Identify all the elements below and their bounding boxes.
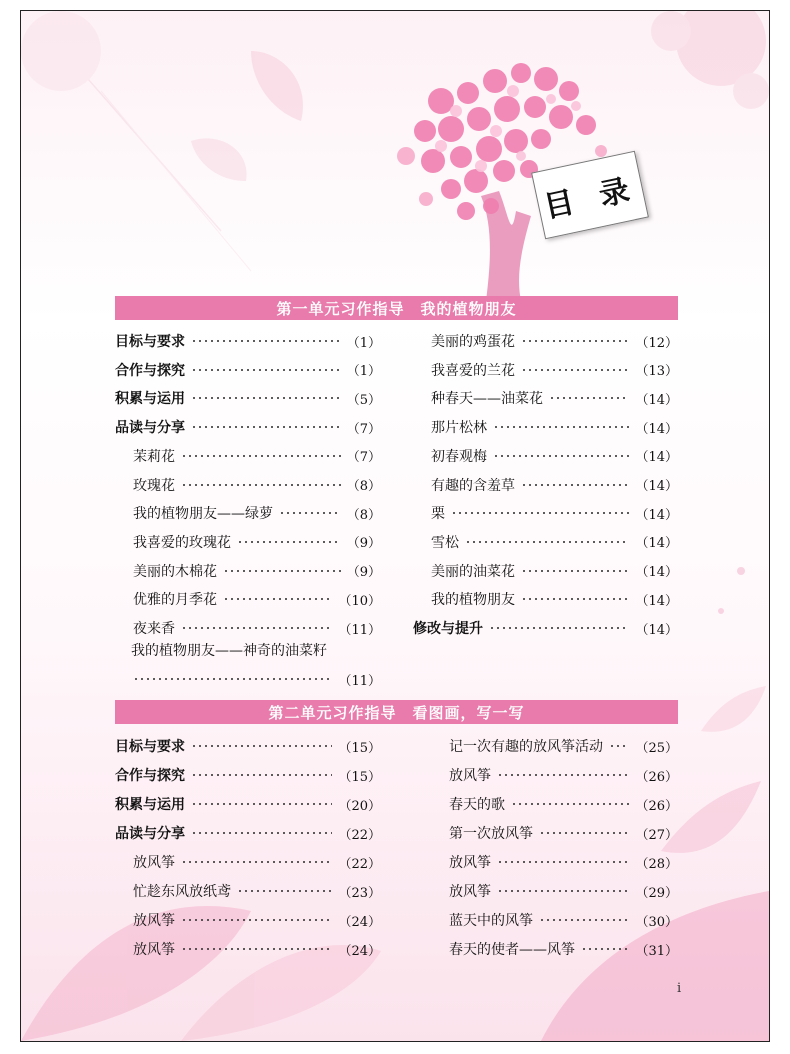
toc-entry[interactable] <box>449 909 678 931</box>
toc-entry[interactable] <box>133 445 381 467</box>
page-title: 目 录 <box>540 171 641 226</box>
toc-entry-label: 我的植物朋友——绿萝 <box>133 506 273 523</box>
toc-entry[interactable] <box>133 560 381 582</box>
toc-entry-page: （1） <box>346 364 381 380</box>
toc-entry <box>131 639 371 661</box>
toc-entry-page: （14） <box>635 565 678 581</box>
toc-entry-page: （26） <box>635 798 678 814</box>
toc-section-heading[interactable] <box>115 822 381 844</box>
toc-entry-label: 春天的歌 <box>449 797 505 813</box>
toc-section-heading[interactable] <box>115 359 381 381</box>
toc-entry-label: 夜来香 <box>133 621 175 637</box>
toc-entry-continuation <box>133 668 381 690</box>
toc-entry-page: （11） <box>338 622 381 638</box>
toc-entry[interactable] <box>449 735 678 757</box>
page-frame <box>20 10 770 1042</box>
toc-entry-label: 忙趁东风放纸鸢 <box>133 884 231 900</box>
toc-entry-page: （5） <box>346 392 381 408</box>
leader-dots <box>521 570 629 572</box>
toc-entry[interactable] <box>133 880 381 902</box>
toc-entry-label: 合作与探究 <box>115 362 185 379</box>
toc-entry-label: 优雅的月季花 <box>133 592 217 609</box>
leader-dots <box>237 890 332 892</box>
toc-entry-label: 美丽的木棉花 <box>133 563 217 580</box>
leader-dots <box>237 541 341 543</box>
toc-entry[interactable] <box>133 938 381 960</box>
toc-entry-page: （31） <box>635 943 678 959</box>
toc-entry-label: 雪松 <box>431 534 459 551</box>
toc-entry-page: （14） <box>635 593 678 609</box>
toc-entry-page: （13） <box>635 364 678 380</box>
leader-dots <box>497 774 629 776</box>
toc-section-heading[interactable] <box>115 764 381 786</box>
toc-entry-page: （10） <box>338 593 381 609</box>
leader-dots <box>223 570 341 572</box>
leader-dots <box>465 541 629 543</box>
toc-entry-label: 记一次有趣的放风筝活动 <box>449 739 603 755</box>
leader-dots <box>191 832 332 834</box>
leader-dots <box>521 369 629 371</box>
toc-entry-page: （1） <box>346 335 381 351</box>
toc-entry-label: 放风筝 <box>133 913 175 929</box>
unit2-banner: 第二单元习作指导 看图画，写一写 <box>115 700 678 724</box>
leader-dots <box>497 890 629 892</box>
toc-entry[interactable] <box>431 387 678 409</box>
toc-entry-label: 我喜爱的兰花 <box>431 362 515 379</box>
toc-entry[interactable] <box>133 851 381 873</box>
toc-entry-label: 第一次放风筝 <box>449 826 533 842</box>
leader-dots <box>279 512 341 514</box>
leader-dots <box>451 512 629 514</box>
toc-entry-page: （8） <box>346 507 381 523</box>
toc-entry[interactable] <box>449 880 678 902</box>
toc-entry-page: （9） <box>346 536 381 552</box>
toc-entry[interactable] <box>449 793 678 815</box>
toc-entry[interactable] <box>133 588 381 610</box>
toc-entry[interactable] <box>431 359 678 381</box>
leader-dots <box>181 861 332 863</box>
toc-entry-label: 有趣的含羞草 <box>431 477 515 494</box>
toc-entry[interactable] <box>133 617 381 639</box>
toc-entry-page: （25） <box>635 740 678 756</box>
toc-entry-label: 放风筝 <box>133 855 175 871</box>
toc-entry-label: 修改与提升 <box>413 621 483 637</box>
toc-entry-label: 我的植物朋友——神奇的油菜籽 <box>131 643 327 659</box>
toc-entry-page: （14） <box>635 507 678 523</box>
toc-entry-label: 品读与分享 <box>115 420 185 437</box>
toc-entry-label: 我喜爱的玫瑰花 <box>133 534 231 551</box>
leader-dots <box>191 774 332 776</box>
leader-dots <box>511 803 629 805</box>
leader-dots <box>223 598 332 600</box>
leader-dots <box>497 861 629 863</box>
toc-entry-label: 目标与要求 <box>115 334 185 350</box>
toc-section-heading[interactable] <box>115 735 381 757</box>
toc-entry-page: （14） <box>635 392 678 408</box>
toc-entry-page: （11） <box>338 673 381 689</box>
leader-dots <box>181 484 341 486</box>
leader-dots <box>549 397 629 399</box>
toc-entry-page: （15） <box>338 740 381 756</box>
leader-dots <box>181 627 332 629</box>
leader-dots <box>191 426 341 428</box>
toc-section-heading[interactable] <box>115 330 381 352</box>
toc-entry-page: （28） <box>635 856 678 872</box>
toc-entry-label: 积累与运用 <box>115 391 185 408</box>
toc-entry-page: （22） <box>338 827 381 843</box>
toc-entry-page: （24） <box>338 943 381 959</box>
splash-decoration-top-right <box>651 11 769 109</box>
leader-dots <box>133 678 332 680</box>
leader-dots <box>539 919 629 921</box>
toc-entry-label: 目标与要求 <box>115 739 185 755</box>
toc-entry-page: （24） <box>338 914 381 930</box>
toc-entry-page: （14） <box>635 536 678 552</box>
toc-entry-label: 美丽的油菜花 <box>431 563 515 580</box>
toc-entry-page: （15） <box>338 769 381 785</box>
leader-dots <box>181 948 332 950</box>
toc-entry[interactable] <box>449 851 678 873</box>
toc-entry[interactable] <box>133 474 381 496</box>
toc-entry-page: （30） <box>635 914 678 930</box>
leader-dots <box>181 455 341 457</box>
toc-entry-label: 我的植物朋友 <box>431 592 515 609</box>
leader-dots <box>581 948 629 950</box>
toc-entry-label: 放风筝 <box>133 942 175 958</box>
leader-dots <box>493 455 629 457</box>
toc-section-heading[interactable] <box>115 793 381 815</box>
toc-entry[interactable] <box>431 416 678 438</box>
leader-dots <box>191 745 332 747</box>
toc-entry-page: （22） <box>338 856 381 872</box>
leader-dots <box>521 484 629 486</box>
leader-dots <box>191 803 332 805</box>
toc-entry-label: 那片松林 <box>431 420 487 437</box>
toc-entry-label: 积累与运用 <box>115 797 185 813</box>
toc-entry-label: 栗 <box>431 506 445 523</box>
toc-entry[interactable] <box>133 909 381 931</box>
leaf-decoration-top-left <box>21 11 303 271</box>
toc-entry-label: 玫瑰花 <box>133 477 175 494</box>
toc-entry[interactable] <box>431 560 678 582</box>
toc-entry-label: 种春天——油菜花 <box>431 391 543 408</box>
unit1-banner: 第一单元习作指导 我的植物朋友 <box>115 296 678 320</box>
toc-entry[interactable] <box>431 445 678 467</box>
leader-dots <box>521 598 629 600</box>
leader-dots <box>489 627 629 629</box>
toc-entry-label: 放风筝 <box>449 768 491 784</box>
toc-section-heading[interactable] <box>115 416 381 438</box>
toc-section-heading[interactable] <box>413 617 678 639</box>
leader-dots <box>181 919 332 921</box>
leader-dots <box>609 745 629 747</box>
toc-entry-page: （26） <box>635 769 678 785</box>
leader-dots <box>521 340 629 342</box>
toc-entry-page: （14） <box>635 450 678 466</box>
toc-entry-label: 春天的使者——风筝 <box>449 942 575 958</box>
toc-entry[interactable] <box>449 938 678 960</box>
toc-entry[interactable] <box>431 588 678 610</box>
toc-entry-page: （27） <box>635 827 678 843</box>
toc-entry-page: （9） <box>346 565 381 581</box>
toc-entry-label: 放风筝 <box>449 884 491 900</box>
toc-entry-label: 品读与分享 <box>115 826 185 842</box>
toc-entry-page: （20） <box>338 798 381 814</box>
toc-entry[interactable] <box>431 330 678 352</box>
toc-entry[interactable] <box>431 502 678 524</box>
leader-dots <box>191 369 341 371</box>
toc-entry-page: （14） <box>635 622 678 638</box>
toc-entry-label: 茉莉花 <box>133 448 175 465</box>
toc-entry-page: （23） <box>338 885 381 901</box>
page-number: i <box>677 981 682 996</box>
toc-section-heading[interactable] <box>115 387 381 409</box>
leader-dots <box>493 426 629 428</box>
toc-entry[interactable] <box>431 474 678 496</box>
toc-entry-label: 美丽的鸡蛋花 <box>431 334 515 350</box>
toc-entry-page: （12） <box>635 335 678 351</box>
leader-dots <box>191 397 341 399</box>
toc-entry[interactable] <box>449 822 678 844</box>
toc-entry-label: 放风筝 <box>449 855 491 871</box>
toc-entry-page: （29） <box>635 885 678 901</box>
toc-entry[interactable] <box>449 764 678 786</box>
toc-entry-page: （7） <box>346 421 381 437</box>
leader-dots <box>539 832 629 834</box>
toc-entry-page: （7） <box>346 450 381 466</box>
toc-entry-page: （14） <box>635 421 678 437</box>
toc-entry-page: （8） <box>346 479 381 494</box>
toc-entry-label: 蓝天中的风筝 <box>449 913 533 929</box>
toc-entry-label: 合作与探究 <box>115 768 185 784</box>
leader-dots <box>191 340 341 342</box>
toc-entry[interactable] <box>431 531 678 553</box>
toc-entry[interactable] <box>133 502 381 524</box>
toc-entry-page: （14） <box>635 479 678 494</box>
toc-entry[interactable] <box>133 531 381 553</box>
toc-entry-label: 初春观梅 <box>431 448 487 465</box>
